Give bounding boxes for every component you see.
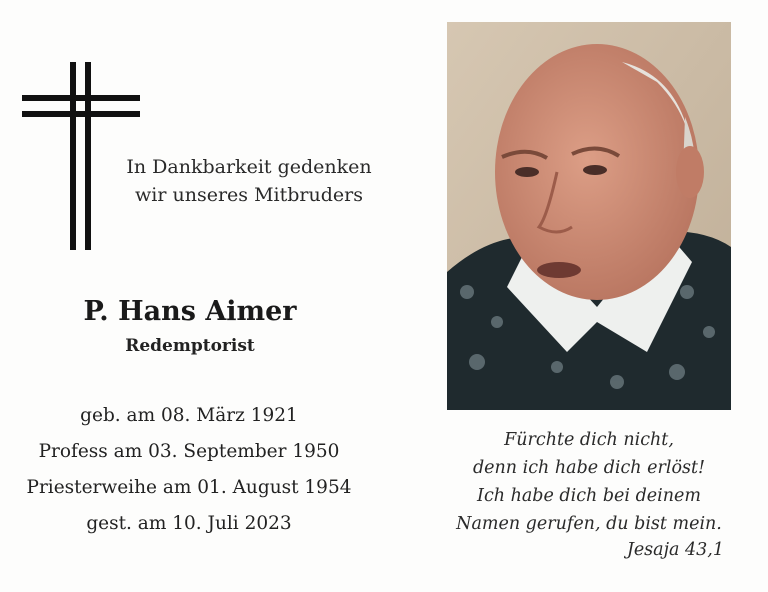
verse-line-3: Ich habe dich bei deinem bbox=[477, 486, 701, 506]
verse-reference: Jesaja 43,1 bbox=[626, 540, 724, 560]
life-dates bbox=[10, 398, 368, 542]
profess-date: Profess am 03. September 1950 bbox=[38, 441, 340, 462]
verse-line-4: Namen gerufen, du bist mein. bbox=[456, 514, 722, 534]
intro-line-2: wir unseres Mitbruders bbox=[135, 184, 363, 206]
verse-line-2: denn ich habe dich erlöst! bbox=[472, 458, 706, 478]
ordination-date: Priesterweihe am 01. August 1954 bbox=[26, 477, 352, 498]
intro-text bbox=[104, 153, 394, 209]
death-date: gest. am 10. Juli 2023 bbox=[86, 513, 292, 534]
bible-verse bbox=[416, 426, 762, 538]
person-order: Redemptorist bbox=[125, 336, 255, 356]
verse-line-1: Fürchte dich nicht, bbox=[504, 430, 674, 450]
portrait-photo bbox=[447, 22, 731, 410]
birth-date: geb. am 08. März 1921 bbox=[80, 405, 298, 426]
intro-line-1: In Dankbarkeit gedenken bbox=[126, 156, 372, 178]
person-name: P. Hans Aimer bbox=[83, 296, 297, 327]
